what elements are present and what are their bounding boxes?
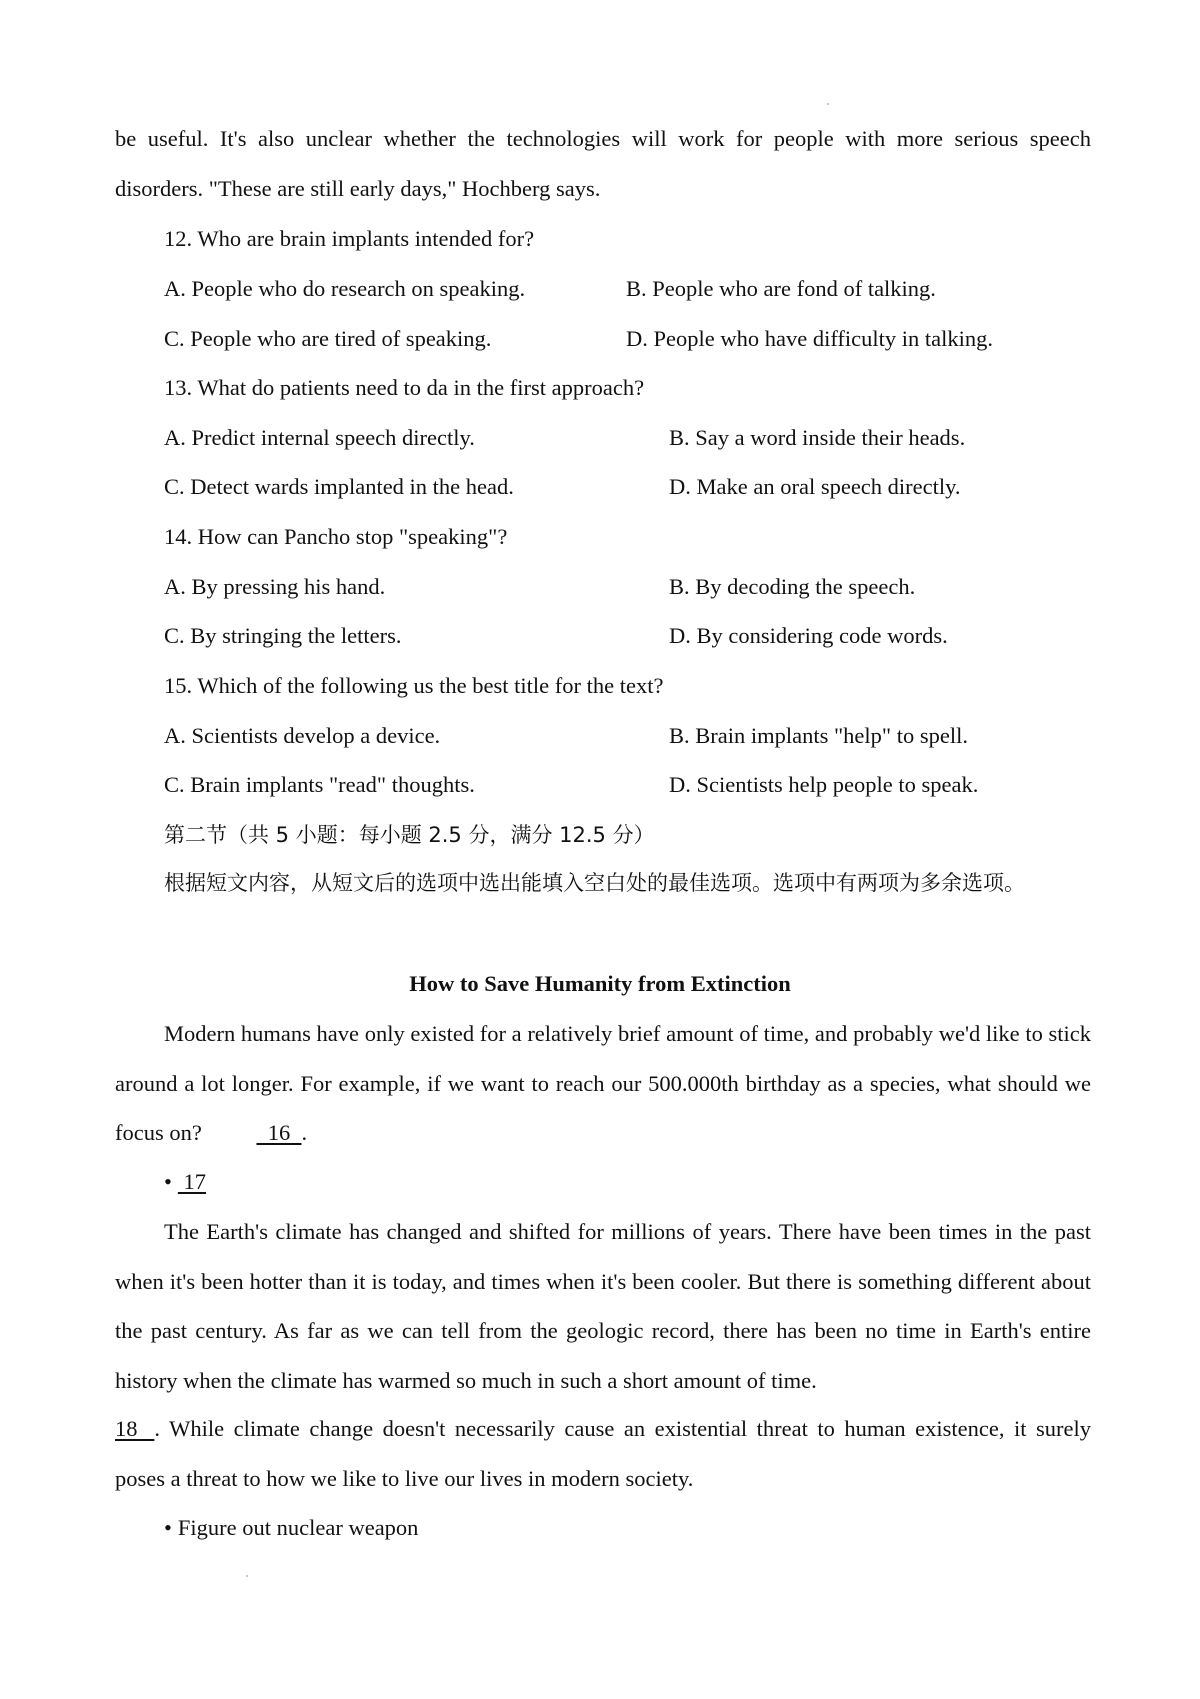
question-13-option-a: A. Predict internal speech directly. xyxy=(164,425,475,450)
question-14-option-c: C. By stringing the letters. xyxy=(164,623,402,648)
bullet-item-17 xyxy=(164,1167,206,1197)
question-14-stem: 14. How can Pancho stop "speaking"? xyxy=(164,524,508,549)
question-12-option-d: D. People who have difficulty in talking. xyxy=(626,326,994,351)
passage-paragraph-3 xyxy=(115,1404,1091,1503)
bullet-item-nuclear xyxy=(164,1513,418,1543)
question-13-stem: 13. What do patients need to da in the first approach? xyxy=(164,375,645,400)
question-15-option-d: D. Scientists help people to speak. xyxy=(669,772,979,797)
question-12-option-a: A. People who do research on speaking. xyxy=(164,276,526,301)
section-2-instruction: 根据短文内容，从短文后的选项中选出能填入空白处的最佳选项。选项中有两项为多余选项。 xyxy=(164,871,1025,895)
question-15-stem: 15. Which of the following us the best title for the text? xyxy=(164,673,664,698)
question-12-stem: 12. Who are brain implants intended for? xyxy=(164,226,535,251)
scan-speck xyxy=(827,103,829,105)
question-14-option-b: B. By decoding the speech. xyxy=(669,574,916,599)
section-2-heading: 第二节（共 5 小题：每小题 2.5 分，满分 12.5 分） xyxy=(164,823,655,847)
question-15-option-b: B. Brain implants "help" to spell. xyxy=(669,723,968,748)
scan-speck xyxy=(246,1575,248,1577)
question-15-option-a: A. Scientists develop a device. xyxy=(164,723,441,748)
passage-paragraph-1 xyxy=(115,1009,1091,1158)
paragraph-1-end: . xyxy=(301,1120,308,1146)
blank-18: 18 xyxy=(115,1416,155,1441)
bullet-nuclear-text: Figure out nuclear weapon xyxy=(177,1515,419,1540)
question-12-option-c: C. People who are tired of speaking. xyxy=(164,326,492,351)
question-13-option-b: B. Say a word inside their heads. xyxy=(669,425,966,450)
question-13-option-d: D. Make an oral speech directly. xyxy=(669,474,961,499)
blank-17: 17 xyxy=(177,1169,207,1194)
question-14-option-a: A. By pressing his hand. xyxy=(164,574,386,599)
passage-title: How to Save Humanity from Extinction xyxy=(409,971,791,996)
paragraph-1-text: Modern humans have only existed for a relatively brief amount of time, and probably we'd like to stick around a lot longer. For example, if we want to reach our 500.000th birthday as a species, what should we focus on? xyxy=(115,1021,1091,1146)
passage-paragraph-2: The Earth's climate has changed and shifted for millions of years. There have been times in the past when it's been hotter than it is today, and times when it's been cooler. But there is something different about the past century. As far as we can tell from the geologic record, there has been no time in Earth's entire history when the climate has warmed so much in such a short amount of time. xyxy=(115,1219,1091,1393)
bullet-icon: • xyxy=(164,1515,172,1540)
paragraph-3-text: . While climate change doesn't necessarily cause an existential threat to human existence, it surely poses a threat to how we like to live our lives in modern society. xyxy=(115,1416,1091,1491)
question-15-option-c: C. Brain implants "read" thoughts. xyxy=(164,772,475,797)
question-12-option-b: B. People who are fond of talking. xyxy=(626,276,936,301)
question-13-option-c: C. Detect wards implanted in the head. xyxy=(164,474,514,499)
intro-paragraph: be useful. It's also unclear whether the technologies will work for people with more serious speech disorders. "These are still early days," Hochberg says. xyxy=(115,126,1091,201)
bullet-icon: • xyxy=(164,1169,172,1194)
blank-16: 16 xyxy=(256,1120,302,1146)
question-14-option-d: D. By considering code words. xyxy=(669,623,948,648)
